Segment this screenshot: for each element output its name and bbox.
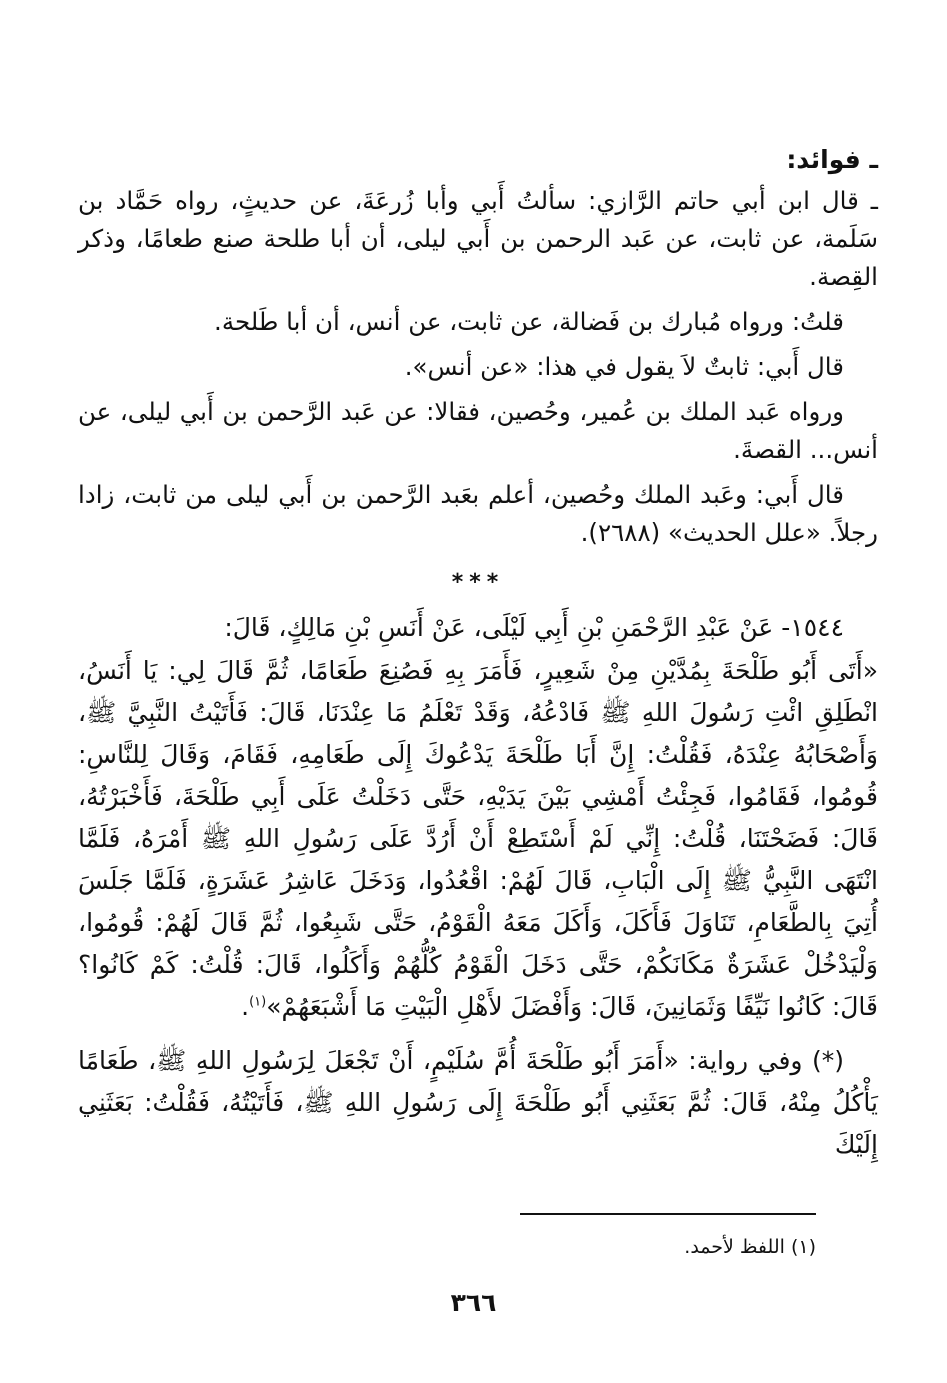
- fawaid-paragraph-1: ـ قال ابن أبي حاتم الرَّازي: سألتُ أَبي وأبا زُرعَةَ، عن حديثٍ، رواه حَمَّاد بن سَلَمة، عن ثابت، عن عَبد الرحمن بن أَبي ليلى، أن أبا طلحة صنع طعامًا، وذكر القِصة.: [78, 186, 878, 291]
- fawaid-heading: ـ فوائد:: [786, 145, 878, 174]
- hadith-intro: ١٥٤٤- عَنْ عَبْدِ الرَّحْمَنِ بْنِ أَبِي لَيْلَى، عَنْ أَنَسِ بْنِ مَالِكٍ، قَالَ:: [224, 613, 844, 642]
- fawaid-paragraph-2: قلتُ: ورواه مُبارك بن فَضالة، عن ثابت، عن أنس، أن أبا طَلحة.: [214, 307, 844, 336]
- hadith-text: «أَتَى أَبُو طَلْحَةَ بِمُدَّيْنِ مِنْ شَعِيرٍ، فَأَمَرَ بِهِ فَصُنِعَ طَعَامًا، ثُمَّ قَالَ لِي: يَا أَنَسُ، انْطَلِقِ ائْتِ رَسُولَ اللهِ ﷺ فَادْعُهُ، وَقَدْ تَعْلَمُ مَا عِنْدَنَا، قَالَ: فَأَتَيْتُ النَّبِيَّ ﷺ، وَأَصْحَابُهُ عِنْدَهُ، فَقُلْتُ: إِنَّ أَبَا طَلْحَةَ يَدْعُوكَ إِلَى طَعَامِهِ، فَقَامَ، وَقَالَ لِلنَّاسِ: قُومُوا، فَقَامُوا، فَجِئْتُ أَمْشِي بَيْنَ يَدَيْهِ، حَتَّى دَخَلْتُ عَلَى أَبِي طَلْحَةَ، فَأَخْبَرْتُهُ، قَالَ: فَضَحْتَنَا، قُلْتُ: إِنِّي لَمْ أَسْتَطِعْ أَنْ أَرُدَّ عَلَى رَسُولِ اللهِ ﷺ أَمْرَهُ، فَلَمَّا انْتَهَى النَّبِيُّ ﷺ إِلَى الْبَابِ، قَالَ لَهُمْ: اقْعُدُوا، وَدَخَلَ عَاشِرُ عَشَرَةٍ، فَلَمَّا جَلَسَ أُتِيَ بِالطَّعَامِ، تَنَاوَلَ فَأَكَلَ، وَأَكَلَ مَعَهُ الْقَوْمُ، حَتَّى شَبِعُوا، ثُمَّ قَالَ لَهُمْ: قُومُوا، وَلْيَدْخُلْ عَشَرَةٌ مَكَانَكُمْ، حَتَّى دَخَلَ الْقَوْمُ كُلُّهُمْ وَأَكَلُوا، قَالَ: قُلْتُ: كَمْ كَانُوا؟ قَالَ: كَانُوا نَيِّفًا وَثَمَانِينَ، قَالَ: وَأَفْضَلَ لأَهْلِ الْبَيْتِ مَا أَشْبَعَهُمْ»$^{(١)}$.: [78, 656, 878, 1021]
- fawaid-paragraph-4: ورواه عَبد الملك بن عُمير، وحُصين، فقالا: عن عَبد الرَّحمن بن أَبي ليلى، عن أنس... القصةَ.: [78, 397, 878, 464]
- hadith-body: «أَتَى أَبُو طَلْحَةَ بِمُدَّيْنِ مِنْ شَعِيرٍ، فَأَمَرَ بِهِ فَصُنِعَ طَعَامًا، ثُمَّ قَالَ لِي: يَا أَنَسُ، انْطَلِقِ ائْتِ رَسُولَ اللهِ ﷺ فَادْعُهُ، وَقَدْ تَعْلَمُ مَا عِنْدَنَا، قَالَ: فَأَتَيْتُ النَّبِيَّ ﷺ، وَأَصْحَابُهُ عِنْدَهُ، فَقُلْتُ: إِنَّ أَبَا طَلْحَةَ يَدْعُوكَ إِلَى طَعَامِهِ، فَقَامَ، وَقَالَ لِلنَّاسِ: قُومُوا، فَقَامُوا، فَجِئْتُ أَمْشِي بَيْنَ يَدَيْهِ، حَتَّى دَخَلْتُ عَلَى أَبِي طَلْحَةَ، فَأَخْبَرْتُهُ، قَالَ: فَضَحْتَنَا، قُلْتُ: إِنِّي لَمْ أَسْتَطِعْ أَنْ أَرُدَّ عَلَى رَسُولِ اللهِ ﷺ أَمْرَهُ، فَلَمَّا انْتَهَى النَّبِيُّ ﷺ إِلَى الْبَابِ، قَالَ لَهُمْ: اقْعُدُوا، وَدَخَلَ عَاشِرُ عَشَرَةٍ، فَلَمَّا جَلَسَ أُتِيَ بِالطَّعَامِ، تَنَاوَلَ فَأَكَلَ، وَأَكَلَ مَعَهُ الْقَوْمُ، حَتَّى شَبِعُوا، ثُمَّ قَالَ لَهُمْ: قُومُوا، وَلْيَدْخُلْ عَشَرَةٌ مَكَانَكُمْ، حَتَّى دَخَلَ الْقَوْمُ كُلُّهُمْ وَأَكَلُوا، قَالَ: قُلْتُ: كَمْ كَانُوا؟ قَالَ: كَانُوا نَيِّفًا وَثَمَانِينَ، قَالَ: وَأَفْضَلَ لأَهْلِ الْبَيْتِ مَا أَشْبَعَهُمْ»: [78, 656, 878, 1021]
- section-separator: ***: [451, 570, 505, 595]
- footnote-reference: (١): [249, 994, 267, 1010]
- riwaya-paragraph: (*) وفي رواية: «أَمَرَ أَبُو طَلْحَةَ أُمَّ سُلَيْمٍ، أَنْ تَجْعَلَ لِرَسُولِ اللهِ ﷺ، طَعَامًا يَأْكُلُ مِنْهُ، قَالَ: ثُمَّ بَعَثَنِي أَبُو طَلْحَةَ إِلَى رَسُولِ اللهِ ﷺ، فَأَتَيْتُهُ، فَقُلْتُ: بَعَثَنِي إِلَيْكَ: [78, 1046, 878, 1159]
- footnote: (١) اللفظ لأحمد.: [684, 1236, 816, 1258]
- fawaid-paragraph-3: قال أَبي: ثابتٌ لاَ يقول في هذا: «عن أنس».: [404, 352, 844, 381]
- page-body: [78, 140, 878, 1166]
- fawaid-paragraph-5: قال أَبي: وعَبد الملك وحُصين، أعلم بعَبد الرَّحمن بن أَبي ليلى من ثابت، زادا رجلاً. «علل الحديث» (٢٦٨٨).: [78, 480, 878, 547]
- page-number: ٣٦٦: [450, 1288, 497, 1317]
- footnote-divider: [520, 1213, 816, 1215]
